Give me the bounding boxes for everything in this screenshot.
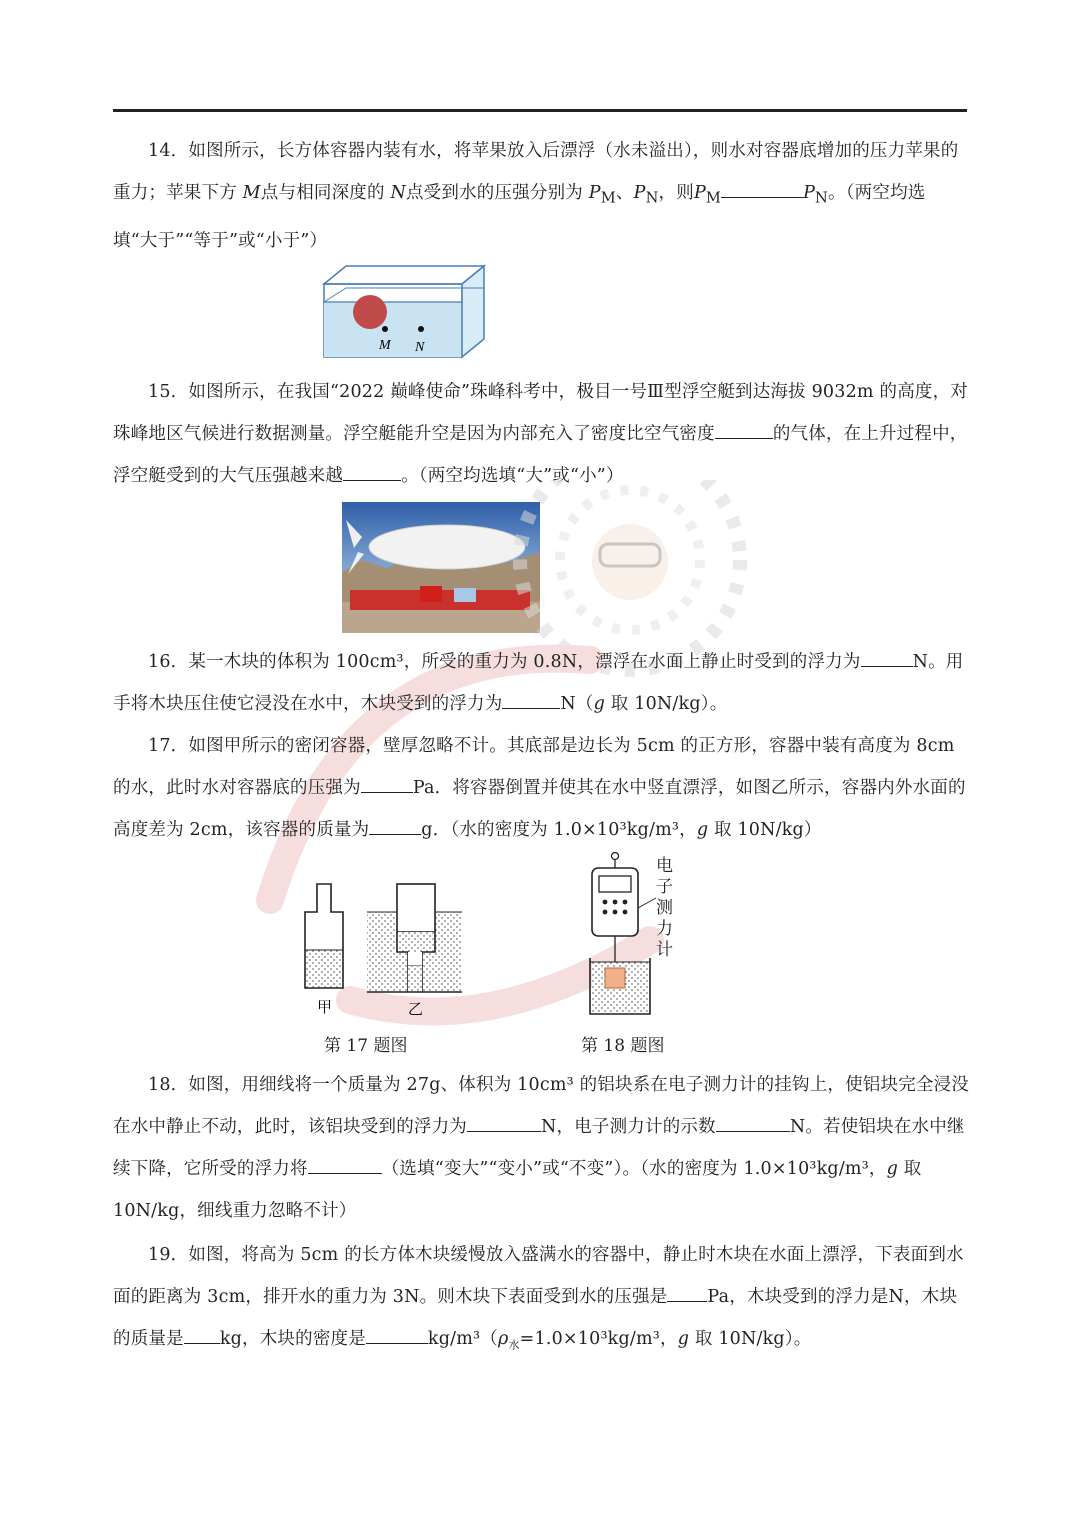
- q17-caption: 第 17 题图: [324, 1036, 408, 1056]
- q15-line1: 15．如图所示，在我国“2022 巅峰使命”珠峰科考中，极目一号Ⅲ型浮空艇到达海拔 9032m 的高: [148, 382, 915, 402]
- point-m: [382, 326, 388, 332]
- q15-blank2[interactable]: [343, 461, 401, 481]
- aluminum-block: [605, 968, 625, 988]
- q18-blank1[interactable]: [467, 1112, 541, 1132]
- question-16: 16．某一木块的体积为 100cm³，所受的重力为 0.8N，漂浮在水面上静止时受到的浮力为 N。用手将木块压住使它浸没在水中，木块受到的浮力为 N（g 取 10N/kg）。: [113, 641, 969, 725]
- q14-var-n: N: [390, 183, 406, 203]
- q17-line2a: 的水，此时水对容器底的压强为: [113, 778, 361, 798]
- label-n: N: [415, 340, 425, 355]
- q18-line4: ×10³kg/m³，: [771, 1159, 887, 1179]
- q17-blank2[interactable]: [369, 815, 421, 835]
- q19-line3a: N，木块的质量是: [113, 1287, 958, 1349]
- q18-blank2[interactable]: [716, 1112, 790, 1132]
- question-18: 18．如图，用细线将一个质量为 27g、体积为 10cm³ 的铝块系在电子测力计的挂钩上，使铝块完全浸没在水中静止不动，此时，该铝块受到的浮力为 N，电子测力计的示数 N。若使铝块在水中继续下降，它所受的浮力将 （选填“变大”“变小”或“不变”）。（水的密度为 1.0×10³kg/m³，g 取 10N/kg，细线重力忽略不计）: [113, 1075, 970, 1221]
- q19-blank1[interactable]: [667, 1282, 707, 1302]
- q17-figure: [296, 880, 476, 1020]
- label-m: M: [379, 338, 391, 353]
- q16-line1: 16．某一木块的体积为 100cm³，所受的重力为 0.8N，漂浮在水面上静止时受到的浮力为: [148, 652, 861, 672]
- top-rule: [113, 109, 967, 112]
- q16-line2: 用手将木块压住使它浸没在水中，木块受到的浮力为: [113, 652, 964, 714]
- q18-line1: 18．如图，用细线将一个质量为 27g、体积为 10cm³ 的铝块系在电子测力计的挂钩上，使铝块完全: [148, 1075, 934, 1095]
- q14-line1: 14．如图所示，长方体容器内装有水，将苹果放入后漂浮（水未溢出），则水对容器底增加的压力: [148, 141, 906, 161]
- q18-figure: [582, 850, 702, 1022]
- q14-p-m: P: [588, 183, 601, 203]
- q14-var-m: M: [242, 183, 261, 203]
- q18-blank3[interactable]: [308, 1154, 382, 1174]
- q18-line3a: 块在水中继续下降，它所受的浮力将: [113, 1117, 965, 1179]
- banner: [454, 588, 476, 602]
- flag: [420, 586, 442, 602]
- apple: [353, 295, 387, 329]
- question-19: 19．如图，将高为 5cm 的长方体木块缓慢放入盛满水的容器中，静止时木块在水面上漂浮，下表面到水面的距离为 3cm，排开水的重力为 3N。则木块下表面受到水的压强是 Pa，木块受到的浮力是N，木块的质量是 kg，木块的密度是 $kg/m^3(\rho_水=1.0\times 10^3kg/m^3$，g 取 10N/kg）。: [113, 1245, 964, 1352]
- q15-airship-photo: [342, 502, 540, 633]
- q14-line2c: 点受到水的压强分别为: [405, 183, 583, 203]
- q14-line2a: 苹果的重力；苹果下方: [113, 141, 959, 203]
- airship: [369, 525, 525, 569]
- q19-line1: 19．如图，将高为 5cm 的长方体木块缓慢放入盛满水的容器中，静止时木块在水面上漂浮，下表面: [148, 1245, 929, 1265]
- container-yi: [367, 884, 462, 992]
- q15-line2a: 度，对珠峰地区气候进行数据测量。浮空艇能升空是因为内部充入了密度比空气密度: [113, 382, 968, 444]
- label-yi: 乙: [408, 1000, 424, 1018]
- q19-line2a: 到水面的距离为 3cm，排开水的重力为 3N。则木块下表面受到水的压强是: [113, 1245, 964, 1307]
- q14-line3: 空均选填“大于”“等于”或“小于”）: [113, 183, 926, 251]
- q18-caption: 第 18 题图: [581, 1036, 665, 1056]
- question-15: 15．如图所示，在我国“2022 巅峰使命”珠峰科考中，极目一号Ⅲ型浮空艇到达海拔 9032m 的高度，对珠峰地区气候进行数据测量。浮空艇能升空是因为内部充入了密度比空气密度 的气体，在上升过程中，浮空艇受到的大气压强越来越 。（两空均选填“大”或“小”）: [113, 382, 968, 486]
- q19-blank3[interactable]: [366, 1324, 428, 1344]
- q16-blank2[interactable]: [502, 689, 560, 709]
- q14-line2b: 点与相同深度的: [260, 183, 385, 203]
- q17-line1: 17．如图甲所示的密闭容器，壁厚忽略不计。其底部是边长为 5cm 的正方形，容器中装有高度为 8cm: [148, 736, 955, 756]
- q18-line2a: 浸没在水中静止不动，此时，该铝块受到的浮力为: [113, 1075, 970, 1137]
- question-17: 17．如图甲所示的密闭容器，壁厚忽略不计。其底部是边长为 5cm 的正方形，容器中装有高度为 8cm的水，此时水对容器底的压强为 Pa．将容器倒置并使其在水中竖直漂浮，如图乙所示，容器内外水面的高度差为 2cm，该容器的质量为 g．（水的密度为 1.0×10³kg/m³，g 取 10N/kg）: [113, 736, 966, 840]
- q19-blank2[interactable]: [184, 1324, 220, 1344]
- q17-line3a: 水面的高度差为 2cm，该容器的质量为: [113, 778, 966, 840]
- q14-water: [324, 302, 462, 357]
- q15-line3a: 上升过程中，浮空艇受到的大气压强越来越: [113, 424, 968, 486]
- q15-blank1[interactable]: [715, 419, 773, 439]
- question-14: 14．如图所示，长方体容器内装有水，将苹果放入后漂浮（水未溢出），则水对容器底增加的压力苹果的重力；苹果下方 M点与相同深度的 N点受到水的压强分别为 $P_M$、$P_N$，则$P_M$ $P_N$。（两空均选填“大于”“等于”或“小于”）: [113, 141, 959, 251]
- q14-blank[interactable]: [721, 178, 803, 198]
- label-jia: 甲: [317, 998, 333, 1016]
- point-n: [418, 326, 424, 332]
- q14-container-figure: [322, 262, 488, 362]
- meter-screen: [599, 876, 631, 892]
- q14-p-n: P: [633, 183, 646, 203]
- q18-side-label: 电 子 测 力 计: [656, 856, 673, 960]
- q16-blank1[interactable]: [861, 647, 913, 667]
- container-jia: [305, 884, 343, 988]
- q17-blank1[interactable]: [361, 773, 413, 793]
